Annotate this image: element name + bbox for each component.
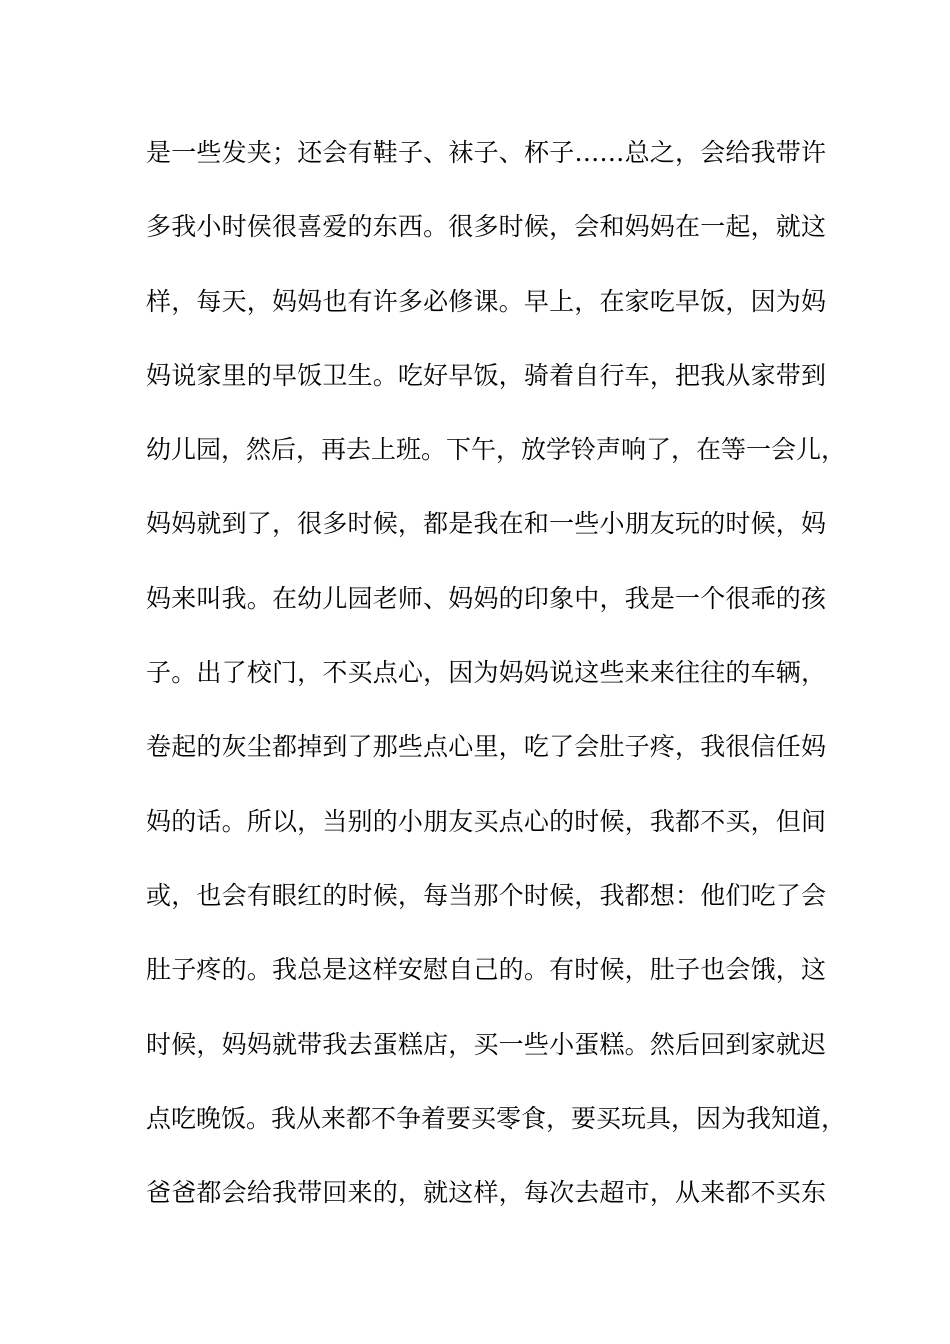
text-line: 幼儿园，然后，再去上班。下午，放学铃声响了，在等一会儿， [146,435,847,465]
text-line: 肚子疼的。我总是这样安慰自己的。有时候，肚子也会饿，这 [146,955,826,985]
body-text [146,130,847,1244]
text-line: 是一些发夹；还会有鞋子、袜子、杯子……总之，会给我带许 [146,138,826,167]
text-line: 妈的话。所以，当别的小朋友买点心的时候，我都不买，但间 [146,806,826,836]
text-line: 多我小时侯很喜爱的东西。很多时候，会和妈妈在一起，就这 [146,212,826,242]
text-line: 妈妈就到了，很多时候，都是我在和一些小朋友玩的时候，妈 [146,509,826,539]
text-line: 妈来叫我。在幼儿园老师、妈妈的印象中，我是一个很乖的孩 [146,583,826,613]
text-line: 时候，妈妈就带我去蛋糕店，买一些小蛋糕。然后回到家就迟 [146,1029,826,1059]
text-line: 子。出了校门，不买点心，因为妈妈说这些来来往往的车辆， [146,658,826,688]
text-line: 样，每天，妈妈也有许多必修课。早上，在家吃早饭，因为妈 [146,286,826,316]
text-line: 妈说家里的早饭卫生。吃好早饭，骑着自行车，把我从家带到 [146,360,826,390]
text-line: 卷起的灰尘都掉到了那些点心里，吃了会肚子疼，我很信任妈 [146,732,826,762]
text-line: 或，也会有眼红的时候，每当那个时候，我都想：他们吃了会 [146,880,826,910]
text-line: 点吃晚饭。我从来都不争着要买零食，要买玩具，因为我知道， [146,1103,847,1133]
text-line: 爸爸都会给我带回来的，就这样，每次去超市，从来都不买东 [146,1178,826,1208]
